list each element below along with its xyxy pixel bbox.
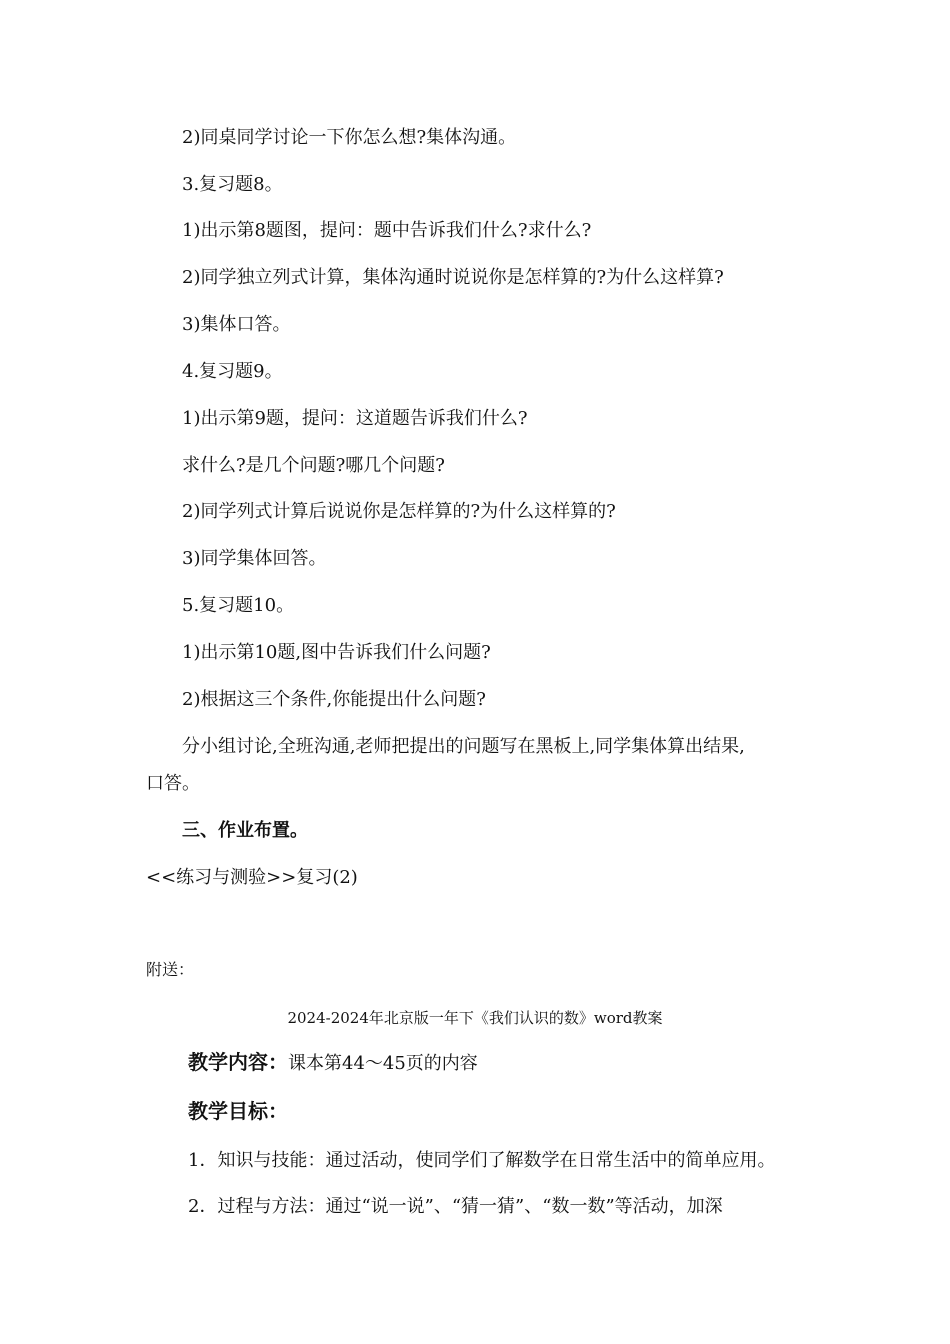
paragraph-line: 3)集体口答。	[182, 314, 291, 335]
paragraph-line: 1)出示第9题，提问：这道题告诉我们什么?	[182, 408, 528, 429]
paragraph-line: 4.复习题9。	[182, 361, 283, 382]
content-label: 教学内容：	[188, 1050, 288, 1074]
paragraph-line: 3)同学集体回答。	[182, 548, 327, 569]
paragraph-line: 1)出示第10题,图中告诉我们什么问题?	[182, 642, 491, 663]
paragraph-line: 3.复习题8。	[182, 174, 283, 195]
paragraph-line: 2)根据这三个条件,你能提出什么问题?	[182, 689, 486, 710]
paragraph-line: 分小组讨论,全班沟通,老师把提出的问题写在黑板上,同学集体算出结果,	[182, 736, 745, 757]
paragraph-line: 2)同桌同学讨论一下你怎么想?集体沟通。	[182, 127, 517, 148]
paragraph-line: 5.复习题10。	[182, 595, 295, 616]
content-value: 课本第44～45页的内容	[288, 1053, 478, 1074]
paragraph-line: 1)出示第8题图，提问：题中告诉我们什么?求什么?	[182, 220, 592, 241]
paragraph-line: 2)同学列式计算后说说你是怎样算的?为什么这样算的?	[182, 501, 616, 522]
section-heading: 三、作业布置。	[182, 820, 308, 841]
paragraph-line: 口答。	[146, 773, 200, 794]
attached-document-title: 2024-2024年北京版一年下《我们认识的数》word教案	[287, 1009, 663, 1027]
homework-line: <<练习与测验>>复习(2)	[146, 867, 358, 888]
objectives-heading: 教学目标：	[188, 1099, 288, 1123]
content-row	[188, 1050, 478, 1076]
objective-item: 2．过程与方法：通过“说一说”、“猜一猜”、“数一数”等活动，加深	[188, 1196, 723, 1217]
paragraph-line: 2)同学独立列式计算，集体沟通时说说你是怎样算的?为什么这样算?	[182, 267, 724, 288]
attachment-label: 附送：	[146, 960, 195, 979]
paragraph-line: 求什么?是几个问题?哪几个问题?	[182, 455, 445, 476]
objective-item: 1．知识与技能：通过活动，使同学们了解数学在日常生活中的简单应用。	[188, 1150, 776, 1171]
